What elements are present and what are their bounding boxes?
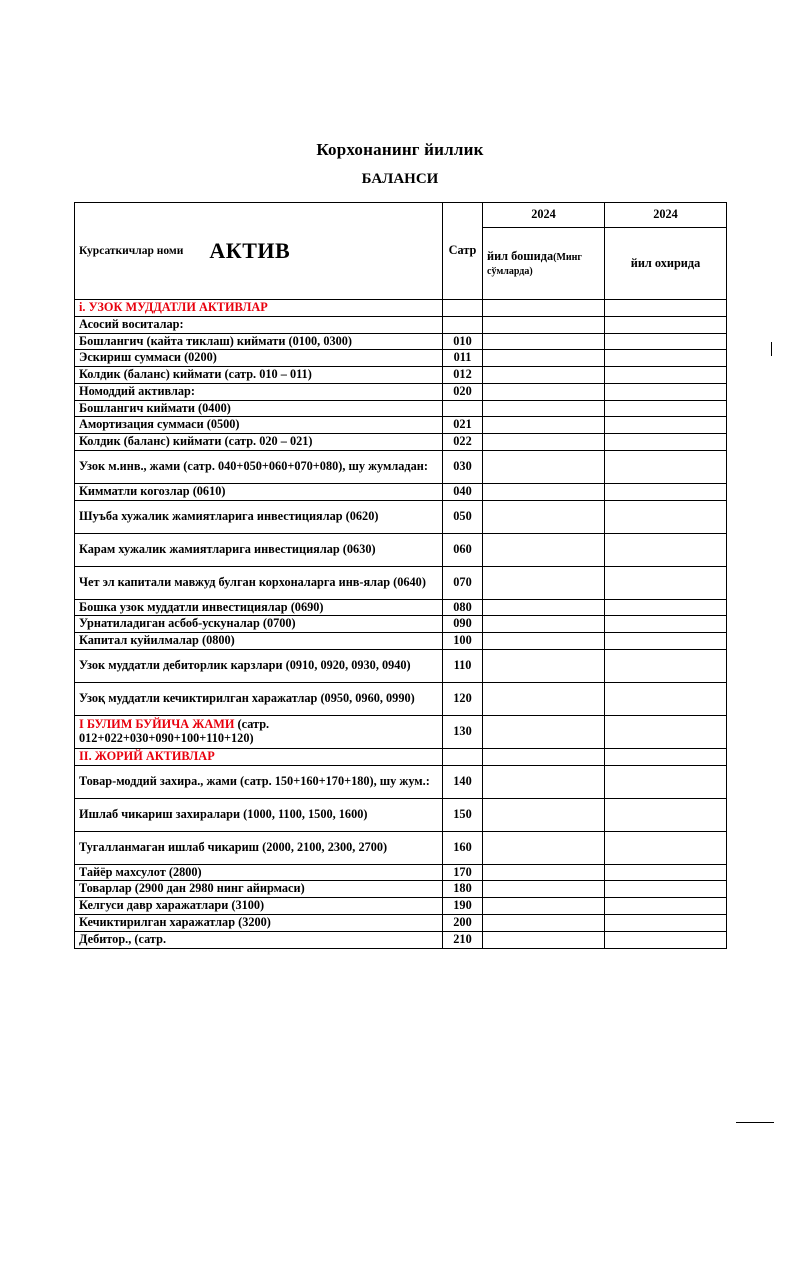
row-begin-value[interactable] <box>483 599 605 616</box>
row-end-value[interactable] <box>605 434 727 451</box>
scan-artifact-line-top <box>771 342 772 356</box>
row-name: Ишлаб чикариш захиралари (1000, 1100, 1500, 1600) <box>75 798 443 831</box>
row-name: Асосий воситалар: <box>75 316 443 333</box>
table-row <box>75 915 727 932</box>
balance-sheet-table <box>74 202 727 949</box>
table-row <box>75 350 727 367</box>
header-year-begin: 2024 <box>483 203 605 228</box>
section-1-code <box>443 300 483 317</box>
row-begin-value[interactable] <box>483 765 605 798</box>
header-begin-of-year <box>483 228 605 300</box>
row-name: Карам хужалик жамиятларига инвестициялар (0630) <box>75 533 443 566</box>
row-end-value[interactable] <box>605 417 727 434</box>
row-end-value[interactable] <box>605 798 727 831</box>
header-begin-of-year-main: йил бошида <box>487 248 554 263</box>
row-code: 060 <box>443 533 483 566</box>
table-row <box>75 898 727 915</box>
header-aktiv-label: АКТИВ <box>209 237 291 263</box>
table-row <box>75 616 727 633</box>
row-name: Шуъба хужалик жамиятларига инвестициялар (0620) <box>75 500 443 533</box>
row-end-value[interactable] <box>605 500 727 533</box>
header-row-code-label: Сатр <box>443 203 483 300</box>
row-begin-value[interactable] <box>483 898 605 915</box>
row-begin-value[interactable] <box>483 383 605 400</box>
table-row <box>75 400 727 417</box>
table-row <box>75 367 727 384</box>
row-begin-value[interactable] <box>483 633 605 650</box>
row-end-value[interactable] <box>605 915 727 932</box>
row-begin-value[interactable] <box>483 881 605 898</box>
table-row <box>75 931 727 948</box>
row-name: Узоқ муддатли кечиктирилган харажатлар (0950, 0960, 0990) <box>75 682 443 715</box>
row-end-value[interactable] <box>605 831 727 864</box>
row-end-value[interactable] <box>605 682 727 715</box>
row-code: 210 <box>443 931 483 948</box>
row-name: Бошлангич киймати (0400) <box>75 400 443 417</box>
section-total-row-1 <box>75 715 727 748</box>
row-name: Бошлангич (кайта тиклаш) киймати (0100, 0300) <box>75 333 443 350</box>
table-row <box>75 450 727 483</box>
page-subtitle: БАЛАНСИ <box>361 171 439 187</box>
row-begin-value[interactable] <box>483 616 605 633</box>
table-header-row <box>75 203 727 228</box>
section-header-row-1 <box>75 300 727 317</box>
row-begin-value[interactable] <box>483 931 605 948</box>
row-code: 022 <box>443 434 483 451</box>
row-end-value[interactable] <box>605 316 727 333</box>
header-year-end: 2024 <box>605 203 727 228</box>
row-code: 180 <box>443 881 483 898</box>
table-row <box>75 333 727 350</box>
row-code: 190 <box>443 898 483 915</box>
row-code: 012 <box>443 367 483 384</box>
row-begin-value[interactable] <box>483 831 605 864</box>
row-begin-value[interactable] <box>483 566 605 599</box>
row-code: 030 <box>443 450 483 483</box>
balance-table-wrapper <box>74 202 726 949</box>
table-row <box>75 434 727 451</box>
row-begin-value[interactable] <box>483 400 605 417</box>
row-name: Узок муддатли дебиторлик карзлари (0910, 0920, 0930, 0940) <box>75 649 443 682</box>
table-row <box>75 881 727 898</box>
total-1-formula: (сатр. 012+022+030+090+100+110+120) <box>79 717 270 745</box>
section-2-title: II. ЖОРИЙ АКТИВЛАР <box>75 748 443 765</box>
row-begin-value[interactable] <box>483 500 605 533</box>
row-begin-value[interactable] <box>483 533 605 566</box>
table-row <box>75 798 727 831</box>
table-row <box>75 831 727 864</box>
section-1-end <box>605 300 727 317</box>
row-end-value[interactable] <box>605 864 727 881</box>
row-name: Тайёр махсулот (2800) <box>75 864 443 881</box>
row-code: 120 <box>443 682 483 715</box>
header-begin-of-year-units: (Минг сўмларда) <box>487 251 582 277</box>
row-code: 010 <box>443 333 483 350</box>
scan-artifact-line-bottom <box>736 1122 774 1123</box>
row-code: 050 <box>443 500 483 533</box>
row-name: Капитал куйилмалар (0800) <box>75 633 443 650</box>
row-name: Эскириш суммаси (0200) <box>75 350 443 367</box>
row-name: Номоддий активлар: <box>75 383 443 400</box>
row-code: 020 <box>443 383 483 400</box>
row-end-value[interactable] <box>605 765 727 798</box>
row-name: Тугалланмаган ишлаб чикариш (2000, 2100, 2300, 2700) <box>75 831 443 864</box>
row-code: 160 <box>443 831 483 864</box>
row-end-value[interactable] <box>605 400 727 417</box>
row-begin-value[interactable] <box>483 333 605 350</box>
row-code: 040 <box>443 483 483 500</box>
document-title-block <box>0 140 800 188</box>
document-page <box>0 140 800 1271</box>
table-row <box>75 383 727 400</box>
row-end-value[interactable] <box>605 633 727 650</box>
row-code: 090 <box>443 616 483 633</box>
row-end-value[interactable] <box>605 898 727 915</box>
row-begin-value[interactable] <box>483 367 605 384</box>
row-end-value[interactable] <box>605 483 727 500</box>
row-begin-value[interactable] <box>483 316 605 333</box>
table-row <box>75 417 727 434</box>
row-name: Бошка узок муддатли инвестициялар (0690) <box>75 599 443 616</box>
section-header-row-2 <box>75 748 727 765</box>
row-end-value[interactable] <box>605 383 727 400</box>
row-end-value[interactable] <box>605 367 727 384</box>
table-row <box>75 633 727 650</box>
row-end-value[interactable] <box>605 450 727 483</box>
row-name: Кечиктирилган харажатлар (3200) <box>75 915 443 932</box>
section-2-end <box>605 748 727 765</box>
row-code: 070 <box>443 566 483 599</box>
row-code: 200 <box>443 915 483 932</box>
row-end-value[interactable] <box>605 566 727 599</box>
row-code: 110 <box>443 649 483 682</box>
row-name: Колдик (баланс) киймати (сатр. 010 – 011) <box>75 367 443 384</box>
row-end-value[interactable] <box>605 931 727 948</box>
section-1-title: i. УЗОК МУДДАТЛИ АКТИВЛАР <box>75 300 443 317</box>
row-begin-value[interactable] <box>483 434 605 451</box>
table-row <box>75 599 727 616</box>
table-row <box>75 316 727 333</box>
section-2-code <box>443 748 483 765</box>
row-name: Товарлар (2900 дан 2980 нинг айирмаси) <box>75 881 443 898</box>
header-indicator-label: Курсаткичлар номи <box>79 244 184 257</box>
row-name: Амортизация суммаси (0500) <box>75 417 443 434</box>
total-1-name <box>75 715 443 748</box>
total-1-begin-value[interactable] <box>483 715 605 748</box>
row-code <box>443 316 483 333</box>
row-begin-value[interactable] <box>483 350 605 367</box>
row-name: Товар-моддий захира., жами (сатр. 150+160+170+180), шу жум.: <box>75 765 443 798</box>
row-code: 170 <box>443 864 483 881</box>
row-code: 011 <box>443 350 483 367</box>
total-1-end-value[interactable] <box>605 715 727 748</box>
row-end-value[interactable] <box>605 599 727 616</box>
row-end-value[interactable] <box>605 333 727 350</box>
table-row <box>75 864 727 881</box>
row-begin-value[interactable] <box>483 915 605 932</box>
header-indicator-name-cell <box>75 203 443 300</box>
row-code <box>443 400 483 417</box>
row-name: Келгуси давр харажатлари (3100) <box>75 898 443 915</box>
row-end-value[interactable] <box>605 881 727 898</box>
row-code: 140 <box>443 765 483 798</box>
total-1-label: I БУЛИМ БУЙИЧА ЖАМИ <box>79 717 235 732</box>
section-1-begin <box>483 300 605 317</box>
row-end-value[interactable] <box>605 533 727 566</box>
row-begin-value[interactable] <box>483 864 605 881</box>
row-code: 100 <box>443 633 483 650</box>
header-end-of-year: йил охирида <box>605 228 727 300</box>
section-2-begin <box>483 748 605 765</box>
total-1-code: 130 <box>443 715 483 748</box>
row-end-value[interactable] <box>605 350 727 367</box>
row-begin-value[interactable] <box>483 682 605 715</box>
table-row <box>75 682 727 715</box>
row-end-value[interactable] <box>605 649 727 682</box>
row-begin-value[interactable] <box>483 649 605 682</box>
row-begin-value[interactable] <box>483 417 605 434</box>
row-code: 021 <box>443 417 483 434</box>
row-end-value[interactable] <box>605 616 727 633</box>
table-row <box>75 483 727 500</box>
row-begin-value[interactable] <box>483 798 605 831</box>
table-row <box>75 765 727 798</box>
row-name: Кимматли когозлар (0610) <box>75 483 443 500</box>
row-name: Дебитор., (сатр. <box>75 931 443 948</box>
table-row <box>75 533 727 566</box>
row-name: Урнатиладиган асбоб-ускуналар (0700) <box>75 616 443 633</box>
table-row <box>75 566 727 599</box>
row-code: 080 <box>443 599 483 616</box>
row-name: Колдик (баланс) киймати (сатр. 020 – 021) <box>75 434 443 451</box>
row-name: Чет эл капитали мавжуд булган корхоналарга инв-ялар (0640) <box>75 566 443 599</box>
row-name: Узок м.инв., жами (сатр. 040+050+060+070+080), шу жумладан: <box>75 450 443 483</box>
table-row <box>75 500 727 533</box>
row-begin-value[interactable] <box>483 483 605 500</box>
row-code: 150 <box>443 798 483 831</box>
row-begin-value[interactable] <box>483 450 605 483</box>
table-row <box>75 649 727 682</box>
page-title: Корхонанинг йиллик <box>316 140 484 159</box>
